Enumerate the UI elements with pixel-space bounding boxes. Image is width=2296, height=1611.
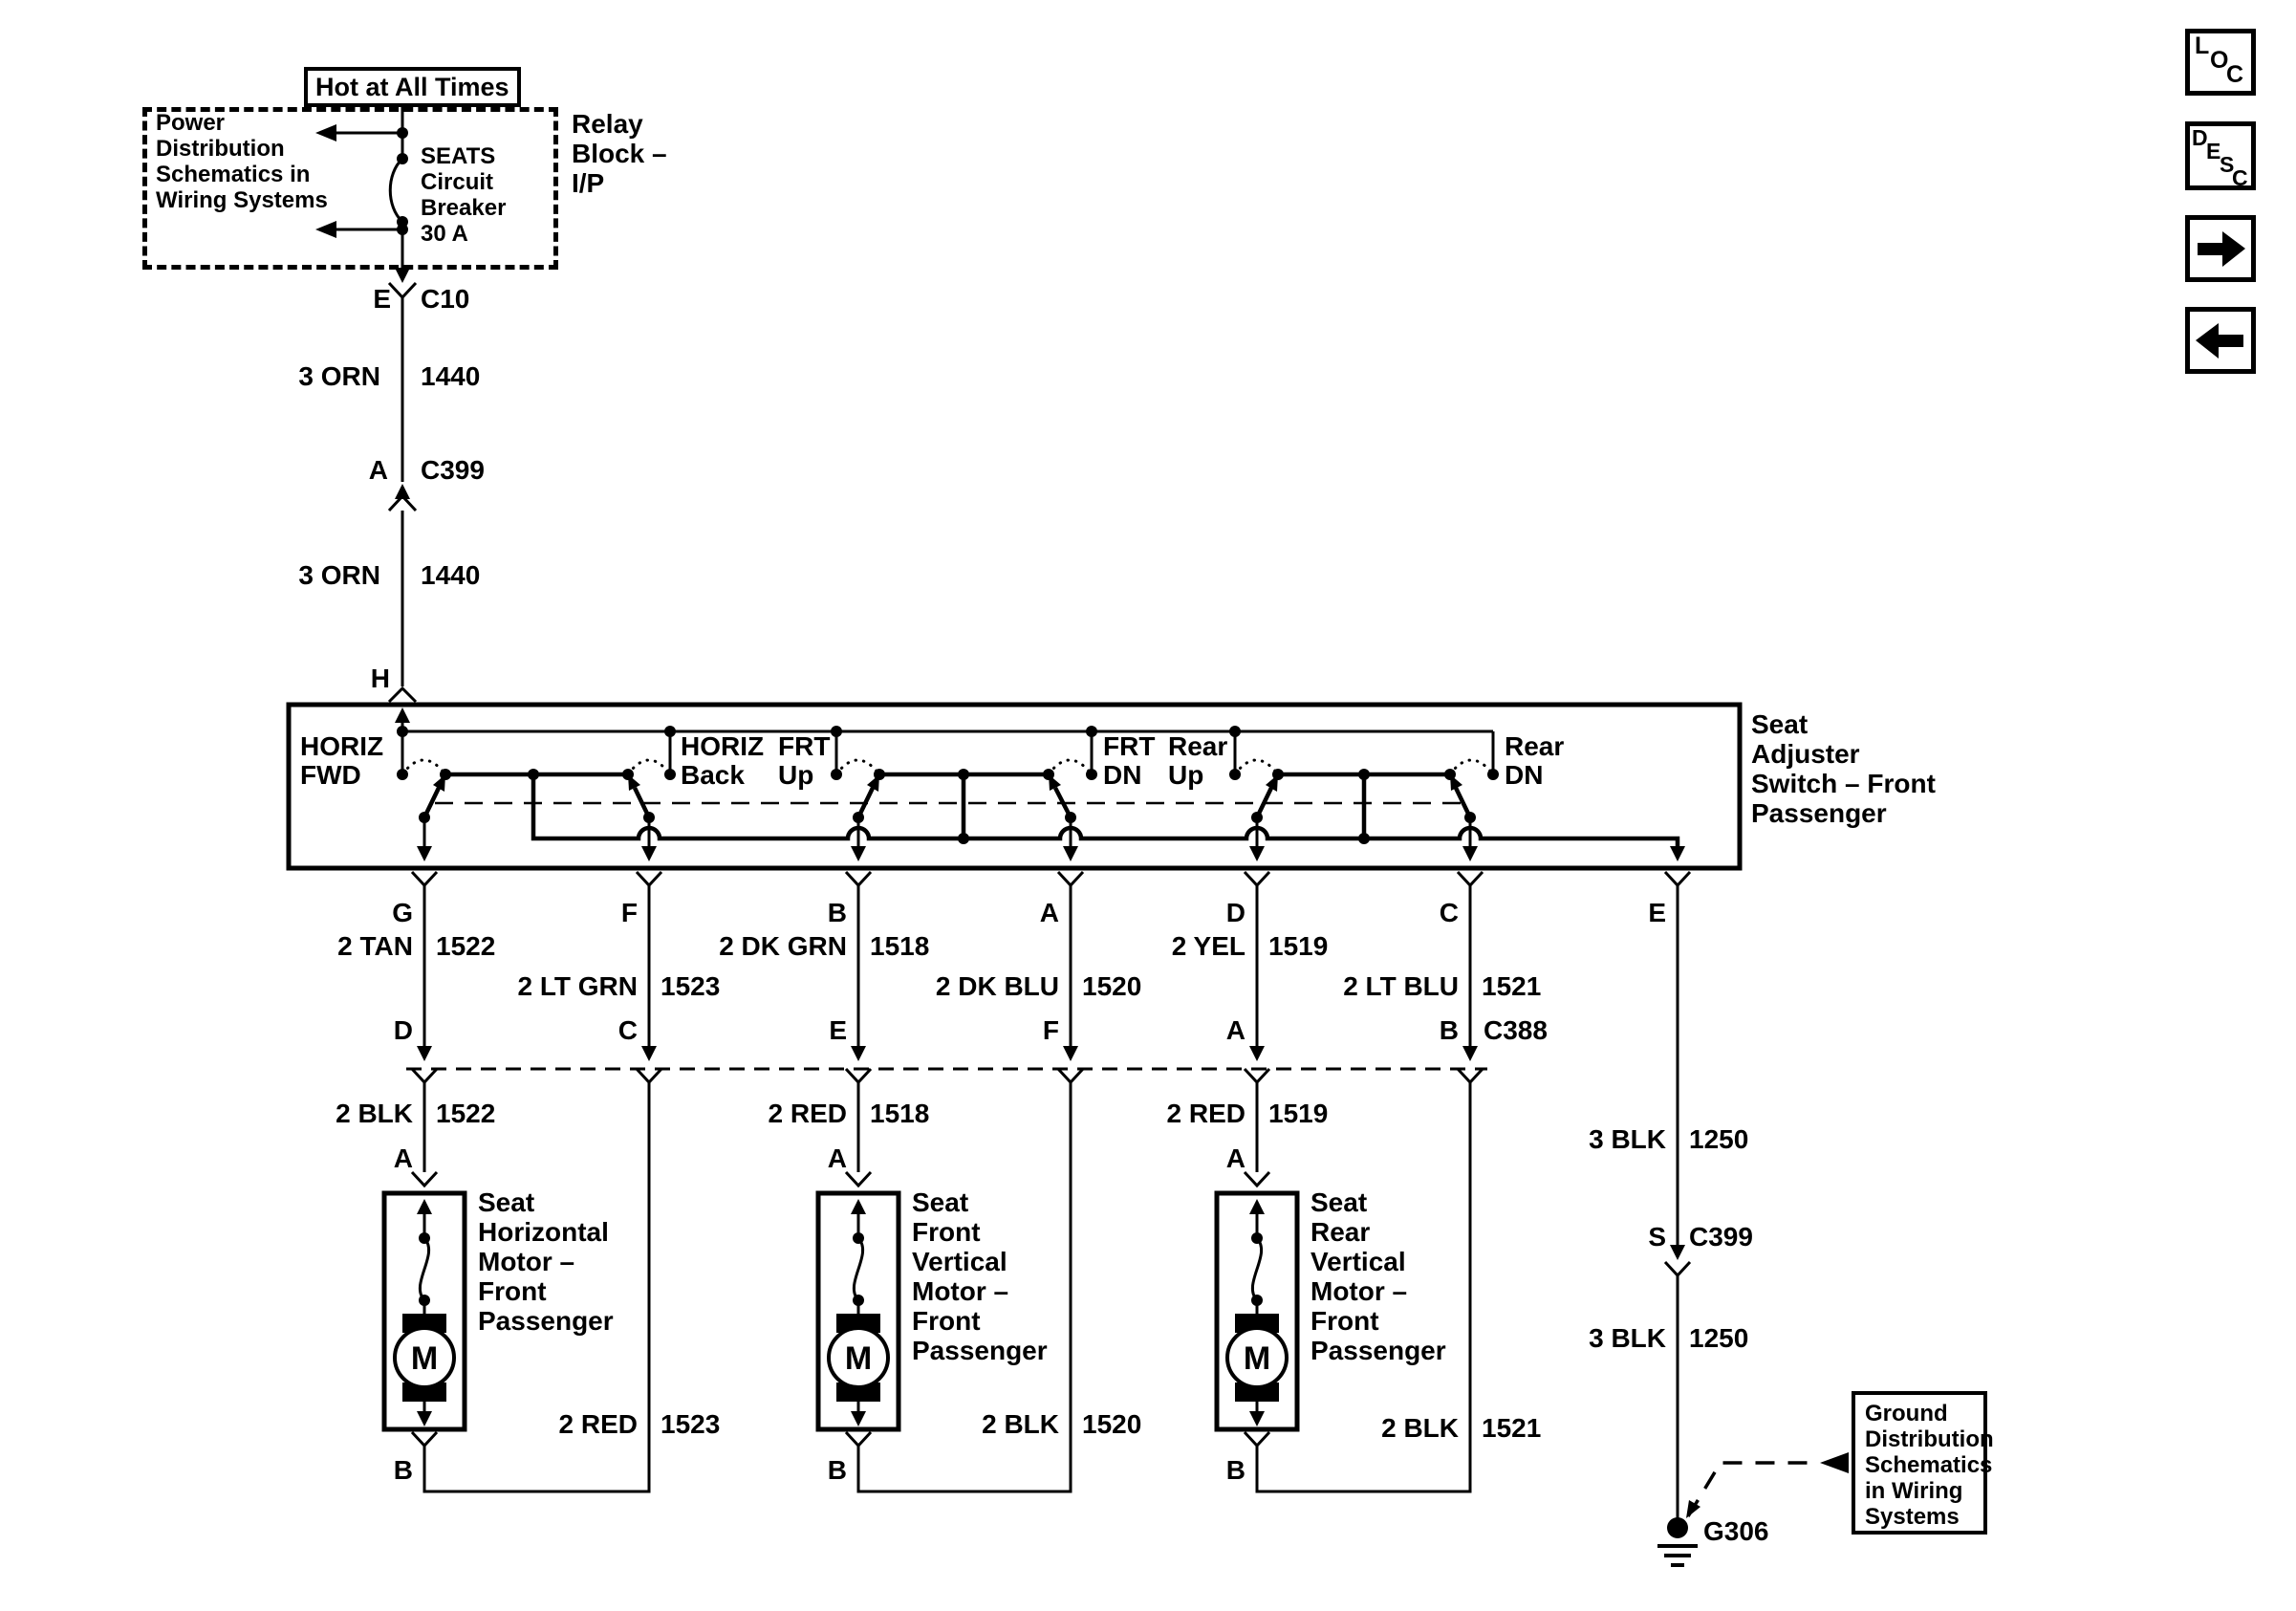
note-line: Distribution: [1865, 1426, 1994, 1452]
label-line: SEATS: [421, 143, 496, 169]
connector-c399-name: C399: [421, 455, 485, 485]
connector-c399-name: C399: [1689, 1222, 1753, 1252]
switch-pin-h: H: [370, 664, 390, 693]
note-line: Wiring Systems: [156, 187, 328, 213]
label-line: Adjuster: [1751, 739, 1860, 769]
label-line: Circuit: [421, 169, 494, 195]
label-line: Passenger: [1751, 798, 1887, 828]
left-arrow-icon: [2190, 312, 2251, 369]
label-line: HORIZ: [681, 731, 765, 761]
switch-pin-a: A: [1039, 898, 1059, 927]
wire-circuit-number: 1521: [1482, 971, 1542, 1001]
wire-color-label: 2 YEL: [1171, 931, 1245, 961]
wire-circuit-number: 1518: [870, 1099, 930, 1128]
motor-pin-a: A: [1225, 1143, 1245, 1173]
motor-label-horizontal: [478, 1187, 614, 1336]
wire-circuit-number: 1440: [421, 361, 481, 391]
wire-color-label: 3 ORN: [298, 560, 380, 590]
connector-c399-pin: A: [368, 455, 388, 485]
note-line: in Wiring: [1865, 1478, 1963, 1504]
wire-circuit-number: 1521: [1482, 1413, 1542, 1443]
motor-label-front-vertical: [912, 1187, 1048, 1365]
switch-position-frt-dn: [1103, 732, 1155, 790]
label-line: Vertical: [912, 1247, 1007, 1276]
c388-pin-c: C: [617, 1015, 638, 1045]
switch-pin-g: G: [392, 898, 413, 927]
motor-m-letter: M: [410, 1340, 439, 1377]
connector-c399-pin-s: S: [1648, 1222, 1666, 1252]
label-line: DN: [1505, 760, 1544, 790]
label-line: FRT: [778, 731, 831, 761]
ground-id-g306: G306: [1703, 1516, 1769, 1546]
wire-circuit-number: 1440: [421, 560, 481, 590]
ground-distribution-note: [1865, 1401, 1994, 1530]
hot-at-all-times-box: [304, 67, 521, 107]
note-line: Distribution: [156, 136, 285, 162]
wire-color-label: 2 RED: [1166, 1099, 1245, 1128]
ground-dot: [1667, 1517, 1688, 1538]
connector-c10-pin: E: [373, 284, 391, 314]
label-line: Rear: [1168, 731, 1228, 761]
label-line: Horizontal: [478, 1217, 609, 1247]
label-line: FRT: [1103, 731, 1156, 761]
desc-button[interactable]: [2185, 121, 2256, 190]
seat-adjuster-switch-label: [1751, 709, 1936, 828]
label-line: Front: [1310, 1306, 1379, 1336]
motor-pin-b: B: [1225, 1455, 1245, 1485]
label-line: Motor –: [1310, 1276, 1408, 1306]
power-distribution-note: [156, 110, 328, 213]
ground-reference-line: [1688, 1463, 1818, 1516]
label-line: Vertical: [1310, 1247, 1406, 1276]
label-line: Rear: [1505, 731, 1565, 761]
label-line: Front: [912, 1217, 981, 1247]
wire-color-label: 2 DK BLU: [935, 971, 1059, 1001]
wire-circuit-number: 1523: [661, 971, 721, 1001]
connector-c388-name: C388: [1484, 1015, 1548, 1045]
loc-button[interactable]: [2185, 29, 2256, 96]
back-button[interactable]: [2185, 307, 2256, 374]
desc-letter: D: [2192, 125, 2208, 150]
motor-pin-b: B: [827, 1455, 847, 1485]
switch-position-rear-dn: [1505, 732, 1564, 790]
switch-position-horiz-fwd: [300, 732, 383, 790]
wire-color-label: 2 RED: [768, 1099, 847, 1128]
desc-letter: S: [2220, 152, 2235, 177]
note-line: Ground: [1865, 1401, 1948, 1426]
switch-pin-c: C: [1439, 898, 1459, 927]
switch-position-frt-up: [778, 732, 830, 790]
desc-letter: C: [2232, 165, 2248, 190]
motor-label-rear-vertical: [1310, 1187, 1446, 1365]
c388-pin-e: E: [829, 1015, 847, 1045]
motor-pin-b: B: [393, 1455, 413, 1485]
label-line: Seat: [1751, 709, 1809, 739]
label-line: FWD: [300, 760, 361, 790]
label-line: Passenger: [478, 1306, 614, 1336]
wire-color-label: 3 ORN: [298, 361, 380, 391]
loc-letter: C: [2226, 61, 2244, 88]
ground-distribution-note-box: [1852, 1391, 1994, 1535]
label-line: Back: [681, 760, 745, 790]
connector-c10-name: C10: [421, 284, 470, 314]
label-line: 30 A: [421, 221, 468, 247]
switch-pin-e: E: [1648, 898, 1666, 927]
label-line: Front: [912, 1306, 981, 1336]
label-line: Seat: [1310, 1187, 1368, 1217]
label-line: Seat: [912, 1187, 969, 1217]
wire-color-label: 2 BLK: [1381, 1413, 1459, 1443]
label-line: Block –: [572, 139, 667, 168]
label-line: Seat: [478, 1187, 535, 1217]
relay-block-label: [572, 109, 667, 198]
switch-pin-d: D: [1225, 898, 1245, 927]
c388-pin-a: A: [1225, 1015, 1245, 1045]
wire-circuit-number: 1250: [1689, 1323, 1749, 1353]
label-line: Rear: [1310, 1217, 1371, 1247]
note-line: Schematics: [1865, 1452, 1993, 1478]
label-line: Motor –: [912, 1276, 1009, 1306]
label-line: Breaker: [421, 195, 507, 221]
label-line: Passenger: [912, 1336, 1048, 1365]
label-line: Up: [1168, 760, 1204, 790]
wire-color-label: 3 BLK: [1589, 1323, 1666, 1353]
c388-pin-b: B: [1439, 1015, 1459, 1045]
label-line: Switch – Front: [1751, 769, 1936, 798]
wire-color-label: 2 LT BLU: [1343, 971, 1459, 1001]
wire-color-label: 2 BLK: [336, 1099, 413, 1128]
wire-color-label: 2 TAN: [337, 931, 413, 961]
switch-pin-b: B: [827, 898, 847, 927]
circuit-breaker-label: [421, 143, 506, 247]
label-line: I/P: [572, 168, 605, 198]
motor-m-letter: M: [844, 1340, 873, 1377]
label-line: Front: [478, 1276, 547, 1306]
label-line: Up: [778, 760, 814, 790]
wire-circuit-number: 1519: [1268, 1099, 1329, 1128]
wire-color-label: 2 BLK: [982, 1409, 1059, 1439]
wire-circuit-number: 1520: [1082, 971, 1142, 1001]
label-line: HORIZ: [300, 731, 384, 761]
wire-color-label: 3 BLK: [1589, 1124, 1666, 1154]
wire-circuit-number: 1522: [436, 1099, 496, 1128]
label-line: Relay: [572, 109, 643, 139]
motor-m-letter: M: [1243, 1340, 1271, 1377]
switch-pin-f: F: [620, 898, 638, 927]
wire-circuit-number: 1520: [1082, 1409, 1142, 1439]
right-arrow-icon: [2190, 220, 2251, 277]
hot-at-all-times-label: Hot at All Times: [315, 73, 509, 101]
c388-pin-d: D: [393, 1015, 413, 1045]
wire-color-label: 2 RED: [558, 1409, 638, 1439]
wire-circuit-number: 1250: [1689, 1124, 1749, 1154]
motor-pin-a: A: [827, 1143, 847, 1173]
label-line: DN: [1103, 760, 1142, 790]
label-line: Passenger: [1310, 1336, 1446, 1365]
wire-circuit-number: 1519: [1268, 931, 1329, 961]
wire-circuit-number: 1523: [661, 1409, 721, 1439]
note-line: Systems: [1865, 1504, 1960, 1530]
next-button[interactable]: [2185, 215, 2256, 282]
wire-color-label: 2 LT GRN: [517, 971, 638, 1001]
motor-pin-a: A: [393, 1143, 413, 1173]
wire-circuit-number: 1518: [870, 931, 930, 961]
desc-letter: E: [2206, 139, 2221, 163]
note-line: Power: [156, 110, 226, 136]
wire-circuit-number: 1522: [436, 931, 496, 961]
label-line: Motor –: [478, 1247, 575, 1276]
switch-position-horiz-back: [681, 732, 764, 790]
wire-color-label: 2 DK GRN: [719, 931, 847, 961]
loc-letter: O: [2210, 47, 2229, 74]
loc-letter: L: [2195, 33, 2210, 59]
switch-position-rear-up: [1168, 732, 1227, 790]
c388-pin-f: F: [1042, 1015, 1059, 1045]
note-line: Schematics in: [156, 162, 311, 187]
